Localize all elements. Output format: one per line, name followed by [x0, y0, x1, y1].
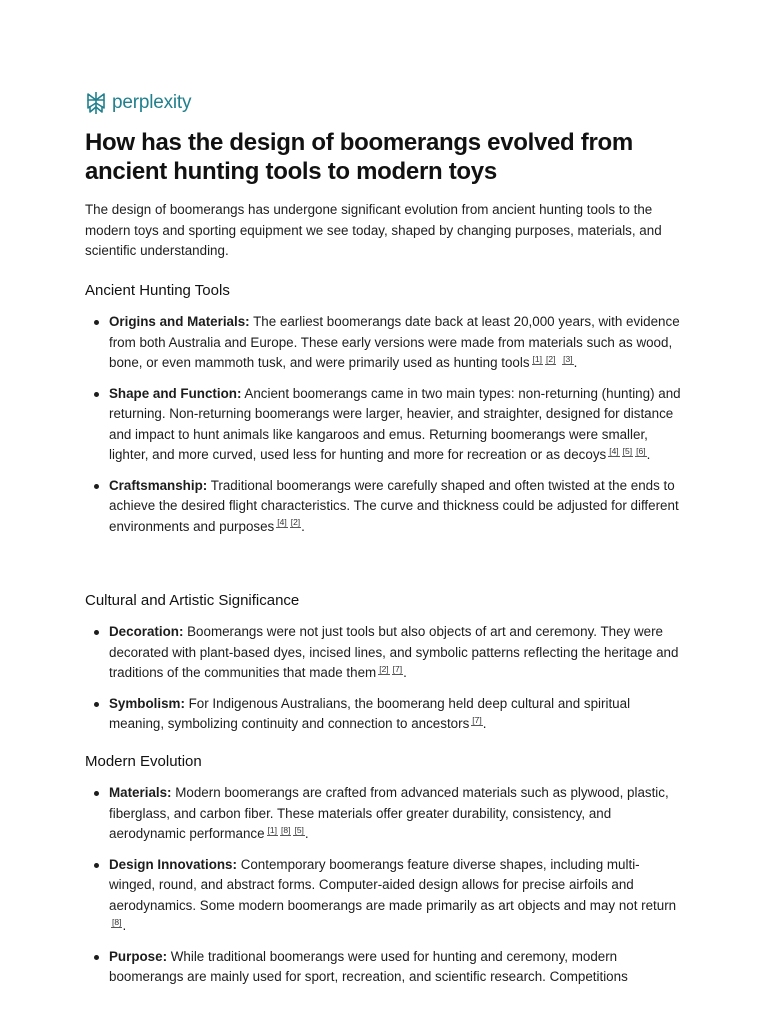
list-item [85, 622, 685, 684]
page-title: How has the design of boomerangs evolved from ancient hunting tools to modern toys [85, 129, 633, 185]
item-term: Craftsmanship: [109, 477, 208, 493]
item-term: Purpose: [109, 948, 168, 964]
item-end: . [573, 355, 578, 370]
item-text: For Indigenous Australians, the boomerang held deep cultural and spiritual meaning, symbolizing continuity and connection to ancestors [109, 695, 631, 731]
perplexity-icon [85, 91, 107, 115]
section-heading-ancient: Ancient Hunting Tools [85, 282, 230, 299]
intro-paragraph: The design of boomerangs has undergone significant evolution from ancient hunting tools to the modern toys and sporting equipment we see today, shaped by changing purposes, materials, and scientific understanding. [85, 202, 662, 258]
citation-link[interactable]: [5] [622, 445, 633, 456]
item-term: Origins and Materials: [109, 314, 250, 329]
item-term: Shape and Function: [109, 385, 242, 401]
item-text: Ancient boomerangs came in two main types: non-returning (hunting) and returning. Non-returning boomerangs were larger, heavier, and straighter, designed for distance and impact to hunt animals like kangaroos and emus. Returning boomerangs were smaller, lighter, and more curved, used less for hunting and more for recreation or as decoys [109, 385, 681, 462]
list-item [85, 783, 685, 845]
section-heading-cultural: Cultural and Artistic Significance [85, 592, 300, 609]
item-text: Boomerangs were not just tools but also objects of art and ceremony. They were decorated with plant-based dyes, incised lines, and symbolic patterns reflecting the heritage and traditions of the communities that made them [109, 624, 679, 680]
citation-link[interactable]: [7] [392, 663, 403, 674]
citation-link[interactable]: [8] [112, 916, 122, 927]
item-end: . [304, 826, 309, 841]
citation-link[interactable]: [4] [609, 445, 619, 456]
item-term: Materials: [109, 785, 172, 800]
item-text: Traditional boomerangs were carefully shaped and often twisted at the ends to achieve the desired flight characteristics. The curve and thickness could be adjusted for different environments and purposes [109, 477, 679, 534]
citation-link[interactable]: [1] [532, 353, 542, 364]
section-heading-modern: Modern Evolution [85, 753, 202, 770]
list-modern [85, 783, 685, 998]
perplexity-logo [85, 90, 191, 116]
list-item [85, 855, 685, 937]
item-end: . [403, 665, 407, 680]
item-term: Decoration: [109, 624, 184, 639]
item-text: The earliest boomerangs date back at least 20,000 years, with evidence from both Australia and Europe. These early versions were made from materials such as wood, bone, or even mammoth tusk, and were primarily used as hunting tools [109, 314, 680, 370]
brand-name: perplexity [112, 92, 192, 113]
list-cultural [85, 622, 685, 745]
citation-link[interactable]: [7] [472, 714, 482, 725]
citation-link[interactable]: [4] [277, 517, 287, 528]
item-text: Contemporary boomerangs feature diverse shapes, including multi-winged, round, and abstract forms. Computer-aided design allows for precise airfoils and aerodynamics. Some modern boomerangs are made primarily as art objects and may not return [109, 856, 677, 913]
citation-link[interactable]: [2] [379, 663, 389, 674]
citation-link[interactable]: [8] [281, 824, 291, 835]
item-text: Modern boomerangs are crafted from advanced materials such as plywood, plastic, fiberglass, and carbon fiber. These materials offer greater durability, consistency, and aerodynamic performance [109, 785, 669, 841]
list-item [85, 476, 685, 538]
citation-link[interactable]: [2] [290, 517, 301, 528]
list-ancient [85, 312, 685, 547]
item-end: . [122, 918, 127, 933]
citation-link[interactable]: [5] [294, 824, 304, 835]
citation-link[interactable]: [6] [636, 445, 646, 456]
item-term: Symbolism: [109, 695, 185, 711]
item-end: . [482, 716, 487, 731]
citation-link[interactable]: [2] [545, 353, 556, 364]
citation-link[interactable]: [1] [267, 824, 278, 835]
item-end: . [646, 447, 651, 462]
list-item [85, 384, 685, 466]
citation-link[interactable]: [3] [563, 353, 573, 364]
item-text: While traditional boomerangs were used for hunting and ceremony, modern boomerangs are mainly used for sport, recreation, and scientific research. Competitions [109, 948, 628, 984]
list-item [85, 312, 685, 374]
item-end: . [301, 518, 305, 534]
list-item [85, 694, 685, 735]
item-term: Design Innovations: [109, 856, 237, 872]
list-item [85, 947, 685, 988]
